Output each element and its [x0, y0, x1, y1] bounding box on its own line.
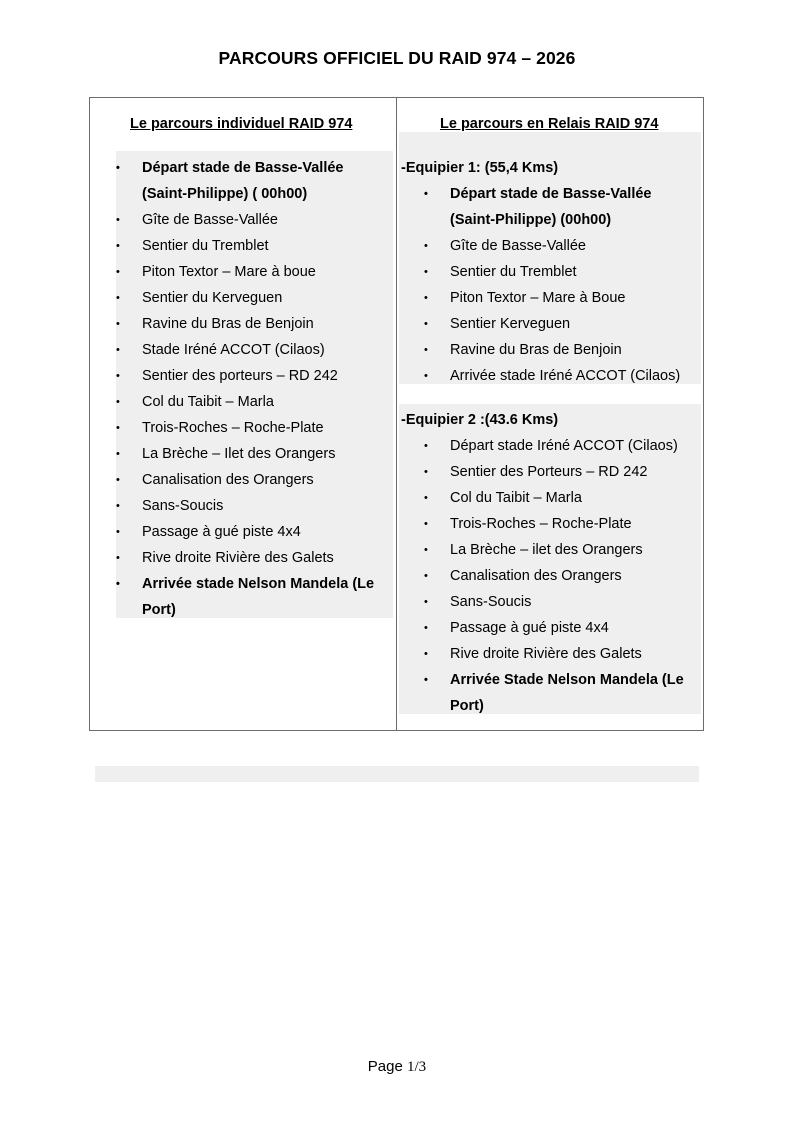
list-item: • Passage à gué piste 4x4	[116, 519, 386, 545]
relay-heading: Le parcours en Relais RAID 974	[440, 116, 659, 132]
list-item: • Sentier des Porteurs – RD 242	[424, 459, 700, 485]
list-item: • Départ stade de Basse-Vallée (Saint-Philippe) ( 00h00)	[116, 155, 386, 207]
list-item: • Col du Taibit – Marla	[424, 485, 700, 511]
list-item: • Passage à gué piste 4x4	[424, 615, 700, 641]
list-item: • La Brèche – ilet des Orangers	[424, 537, 700, 563]
list-item: • Arrivée stade Nelson Mandela (Le Port)	[116, 571, 386, 623]
list-item: • Arrivée Stade Nelson Mandela (Le Port)	[424, 667, 700, 719]
list-item: • Gîte de Basse-Vallée	[424, 233, 700, 259]
list-item: • Piton Textor – Mare à boue	[116, 259, 386, 285]
list-item: • Départ stade Iréné ACCOT (Cilaos)	[424, 433, 700, 459]
list-item: • Sentier du Tremblet	[116, 233, 386, 259]
list-item: • Sentier des porteurs – RD 242	[116, 363, 386, 389]
page-number	[0, 1058, 794, 1076]
list-item: • Sans-Soucis	[424, 589, 700, 615]
list-item: • Départ stade de Basse-Vallée (Saint-Philippe) (00h00)	[424, 181, 700, 233]
column-divider	[396, 97, 397, 731]
list-item: • Stade Iréné ACCOT (Cilaos)	[116, 337, 386, 363]
individual-list	[116, 155, 386, 623]
team2-heading: -Equipier 2 :(43.6 Kms)	[401, 412, 559, 428]
list-item: • Ravine du Bras de Benjoin	[116, 311, 386, 337]
list-item: • Gîte de Basse-Vallée	[116, 207, 386, 233]
list-item: • Sans-Soucis	[116, 493, 386, 519]
list-item: • Sentier du Tremblet	[424, 259, 700, 285]
list-item: • Rive droite Rivière des Galets	[424, 641, 700, 667]
page-title: PARCOURS OFFICIEL DU RAID 974 – 2026	[218, 48, 576, 68]
team1-list	[424, 181, 700, 389]
list-item: • La Brèche – Ilet des Orangers	[116, 441, 386, 467]
list-item: • Rive droite Rivière des Galets	[116, 545, 386, 571]
footer-shade-bar	[95, 766, 699, 782]
list-item: • Col du Taibit – Marla	[116, 389, 386, 415]
list-item: • Canalisation des Orangers	[424, 563, 700, 589]
list-item: • Canalisation des Orangers	[116, 467, 386, 493]
list-item: • Trois-Roches – Roche-Plate	[116, 415, 386, 441]
list-item: • Arrivée stade Iréné ACCOT (Cilaos)	[424, 363, 700, 389]
list-item: • Sentier du Kerveguen	[116, 285, 386, 311]
team2-list	[424, 433, 700, 719]
list-item: • Ravine du Bras de Benjoin	[424, 337, 700, 363]
list-item: • Trois-Roches – Roche-Plate	[424, 511, 700, 537]
team1-heading: -Equipier 1: (55,4 Kms)	[401, 160, 559, 176]
page-label: Page	[367, 1058, 403, 1075]
list-item: • Piton Textor – Mare à Boue	[424, 285, 700, 311]
page-count: 1/3	[407, 1059, 427, 1075]
individual-heading: Le parcours individuel RAID 974	[130, 116, 353, 132]
list-item: • Sentier Kerveguen	[424, 311, 700, 337]
